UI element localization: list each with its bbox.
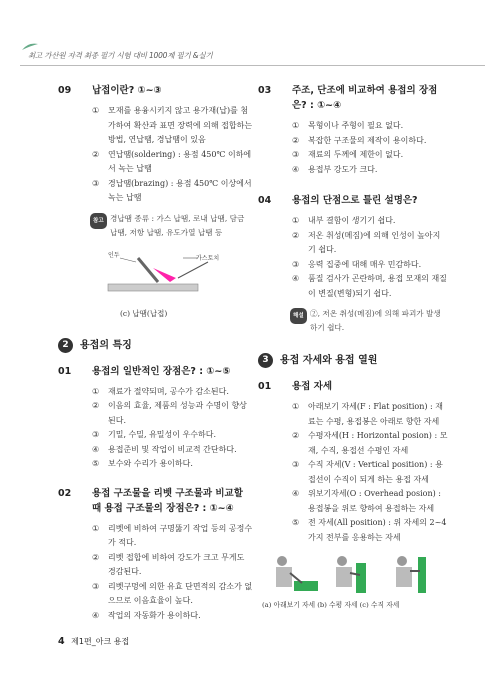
answer-item: ④ 품질 검사가 곤란하며, 용접 모재의 재질이 변질(변형)되기 쉽다.: [292, 274, 447, 298]
answer-item: ① 리벳에 비하여 구명뚫기 작업 등의 공정수가 적다.: [92, 523, 253, 547]
answer-item: ③ 응력 집중에 대해 매우 민감하다.: [292, 259, 422, 269]
answer-item: ③ 경납땜(brazing) : 용점 450℃ 이상에서 녹는 납땜: [92, 178, 252, 202]
section-number: 3: [258, 353, 273, 368]
answer-item: ⑤ 보수와 수리가 용이하다.: [92, 459, 193, 468]
soldering-figure: [58, 248, 253, 320]
section-title: 용접의 특징: [80, 339, 132, 351]
answer-item: ③ 수직 자세(V : Vertical position) : 용접선이 수직이 되게 하는 용접 자세: [292, 460, 443, 484]
section-3-heading: [258, 353, 448, 369]
answer-item: ④ 용접부 강도가 크다.: [292, 164, 378, 174]
note-badge: 참고: [90, 213, 107, 229]
answer-item: ③ 리벳구멍에 의한 유효 단면적의 감소가 없으므로 이음효율이 높다.: [92, 581, 253, 605]
question-02: 02 용접 구조물을 리벳 구조물과 비교할 때 용접 구조물의 장점은? : ①~④: [58, 487, 243, 514]
page-footer: [58, 636, 129, 647]
reference-note: 참고 경납땜 종류 : 가스 납땜, 로내 납땜, 담금 납땜, 저항 납땜, 유도가열 납땜 등: [58, 212, 253, 240]
figure-label-b: 가스토치: [196, 254, 220, 262]
welding-posture-figure: [258, 551, 448, 613]
note-badge: 해설: [290, 308, 307, 324]
figure-caption: (a) 아래보기 자세 (b) 수평 자세 (c) 수직 자세: [262, 601, 400, 609]
answer-item: ④ 위보기자세(O : Overhead posion) : 용접봉을 위로 향하여 용접하는 자세: [292, 489, 441, 513]
answer-item: ① 내부 결함이 생기기 쉽다.: [292, 216, 396, 225]
soldering-illustration-icon: [58, 248, 253, 308]
answer-item: ① 모재를 용융시키지 않고 용가재(납)를 첨가하여 확산과 표면 장력에 의해 접합하는 방법, 연납땜, 경납땜이 있음: [92, 106, 253, 144]
answer-item: ④ 작업의 자동화가 용이하다.: [92, 610, 201, 620]
answer-item: ⑤ 전 자세(All position) : 위 자세의 2~4가지 전부를 응용하는 자세: [292, 518, 447, 542]
header-title: 최고 가산원 자격 최종 필기 시험 대비 1000제 필기 &실기: [28, 51, 213, 60]
explanation-note: 해설 ②, 저온 취성(메짐)에 의해 파괴가 발생하기 쉽다.: [258, 307, 448, 335]
answer-item: ② 복잡한 구조물의 제작이 용이하다.: [292, 135, 427, 145]
question-09: [58, 83, 253, 98]
right-column: [258, 83, 448, 613]
answer-item: ③ 기밀, 수밀, 유밀성이 우수하다.: [92, 430, 216, 439]
answer-item: ① 재료가 절약되며, 공수가 감소된다.: [92, 386, 229, 396]
answer-item: ② 수평자세(H : Horizontal posion) : 모재, 수직, 용접선 수평인 자세: [292, 431, 448, 455]
question-03: 03 주조, 단조에 비교하여 용접의 장점은? : ①~④: [258, 85, 438, 111]
footer-text: 제1편_아크 용접: [71, 637, 130, 646]
section-title: 용접 자세와 용접 열원: [280, 355, 378, 366]
page-header: [20, 30, 490, 60]
section-number: 2: [58, 338, 73, 353]
question-04: 04 용접의 단점으로 틀린 설명은?: [258, 195, 418, 206]
question-01: 01 용접의 일반적인 장점은? : ①~⑤: [58, 365, 231, 377]
welding-posture-illustration-icon: [258, 551, 448, 599]
answer-item: ② 이음의 효율, 제품의 성능과 수명이 향상된다.: [92, 401, 247, 425]
page-number: 4: [58, 636, 65, 647]
left-column: [58, 83, 253, 623]
figure-label-a: 인두: [108, 251, 120, 259]
question-01-posture: 01 용접 자세: [258, 381, 333, 392]
question-title: 납접이란? ①~③: [92, 85, 162, 96]
question-number: 09: [58, 85, 72, 96]
header-rule: [20, 65, 485, 66]
answer-item: ② 연납땜(soldering) : 용점 450℃ 이하에서 녹는 납땜: [92, 149, 252, 173]
section-2-heading: [58, 338, 253, 354]
answer-item: ② 저온 취성(메짐)에 의해 인성이 높아지기 쉽다.: [292, 230, 441, 254]
answer-item: ② 리벳 접합에 비하여 강도가 크고 무게도 경감된다.: [92, 552, 245, 576]
answer-item: ① 목형이나 주형이 필요 없다.: [292, 121, 404, 130]
answer-item: ③ 재료의 두께에 제한이 없다.: [292, 150, 404, 159]
answer-item: ① 아래보기 자세(F : Flat position) : 재료는 수평, 용접봉은 아래로 향한 자세: [292, 402, 443, 426]
figure-caption: (c) 납땜(납접): [120, 308, 168, 318]
answer-item: ④ 용접준비 및 작업이 비교적 간단하다.: [92, 444, 237, 454]
